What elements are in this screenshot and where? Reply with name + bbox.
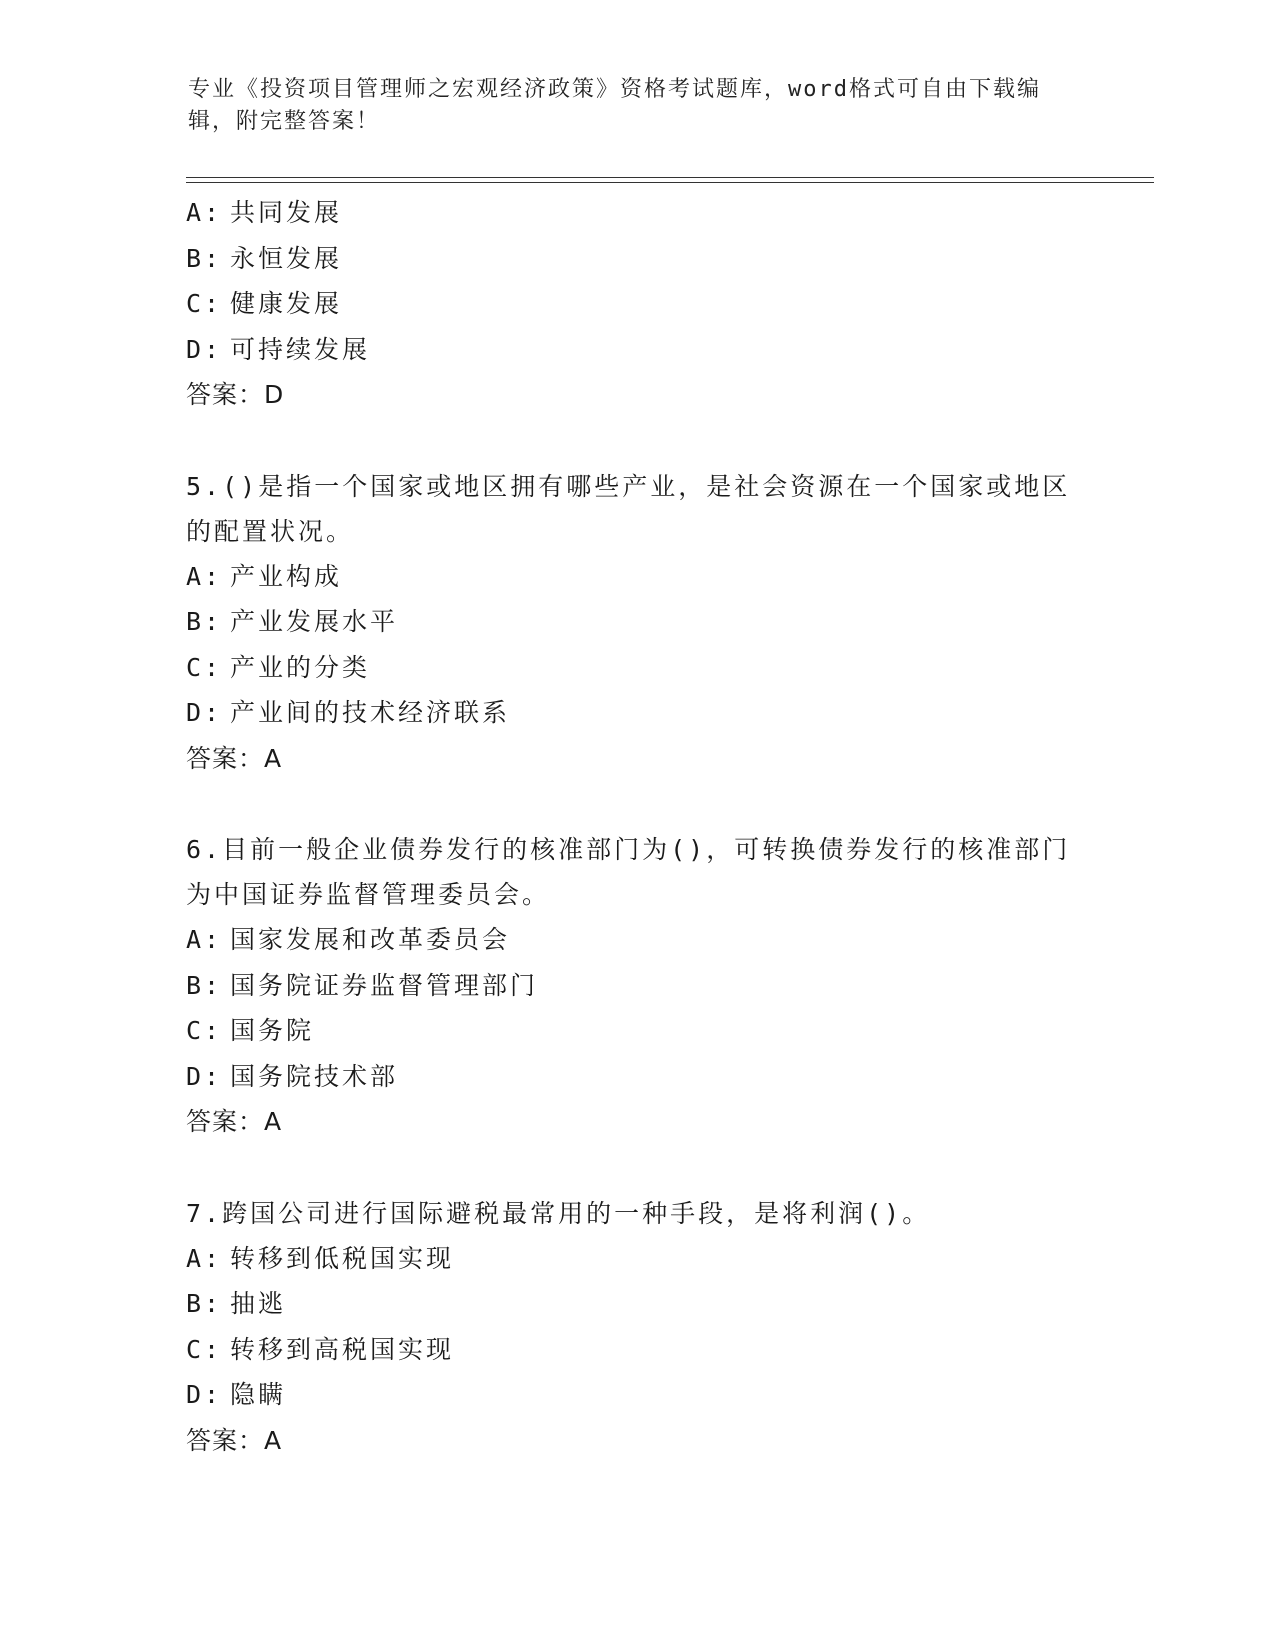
answer-line: 答案：A — [186, 1107, 283, 1136]
option-text: 产业发展水平 — [230, 607, 399, 636]
option-key: C: — [186, 652, 223, 682]
option-c — [186, 1327, 1086, 1373]
option-key: C: — [186, 1334, 223, 1364]
question-6 — [186, 827, 1086, 1145]
option-key: A: — [186, 198, 223, 227]
option-d — [186, 1372, 1086, 1418]
option-a — [186, 917, 1086, 963]
option-a — [186, 554, 1086, 600]
option-key: A: — [186, 1243, 223, 1273]
option-key: D: — [186, 334, 223, 364]
question-4 — [186, 190, 1086, 418]
spacer — [186, 1145, 1086, 1191]
option-text: 转移到低税国实现 — [230, 1243, 455, 1273]
option-text: 抽逃 — [230, 1289, 287, 1318]
question-stem: 7.跨国公司进行国际避税最常用的一种手段，是将利润()。 — [186, 1198, 931, 1228]
option-key: D: — [186, 698, 223, 727]
answer-line: 答案：D — [186, 380, 285, 409]
option-key: C: — [186, 1016, 223, 1045]
spacer — [186, 418, 1086, 464]
option-c — [186, 281, 1086, 327]
question-list — [186, 190, 1086, 1463]
option-text: 产业的分类 — [230, 652, 371, 682]
option-key: A: — [186, 925, 223, 954]
option-c — [186, 645, 1086, 691]
option-text: 转移到高税国实现 — [230, 1334, 455, 1364]
option-b — [186, 236, 1086, 282]
option-a — [186, 1236, 1086, 1282]
option-key: B: — [186, 243, 223, 273]
option-key: B: — [186, 1289, 223, 1318]
option-key: C: — [186, 289, 223, 318]
option-text: 永恒发展 — [230, 243, 343, 273]
option-key: B: — [186, 970, 223, 1000]
option-b — [186, 599, 1086, 645]
question-7 — [186, 1191, 1086, 1464]
option-b — [186, 1281, 1086, 1327]
answer-line: 答案：A — [186, 743, 283, 773]
document-header: 专业《投资项目管理师之宏观经济政策》资格考试题库，word格式可自由下载编辑，附完整答案！ — [188, 77, 1041, 134]
option-d — [186, 690, 1086, 736]
option-text: 国务院技术部 — [230, 1061, 399, 1091]
option-text: 健康发展 — [230, 289, 343, 318]
spacer — [186, 781, 1086, 827]
option-d — [186, 327, 1086, 373]
option-text: 产业构成 — [230, 561, 343, 591]
option-d — [186, 1054, 1086, 1100]
option-text: 产业间的技术经济联系 — [230, 698, 511, 727]
option-key: D: — [186, 1380, 223, 1409]
header-rule-top — [186, 177, 1154, 178]
option-text: 隐瞒 — [230, 1380, 287, 1409]
option-key: A: — [186, 561, 223, 591]
option-text: 国家发展和改革委员会 — [230, 925, 511, 954]
option-a — [186, 190, 1086, 236]
option-key: D: — [186, 1061, 223, 1091]
option-text: 国务院证券监督管理部门 — [230, 970, 539, 1000]
option-key: B: — [186, 607, 223, 636]
question-5 — [186, 464, 1086, 782]
question-stem: 6.目前一般企业债券发行的核准部门为()，可转换债券发行的核准部门为中国证券监督管理委员会。 — [186, 835, 1071, 909]
option-b — [186, 963, 1086, 1009]
answer-line: 答案：A — [186, 1425, 283, 1455]
option-text: 可持续发展 — [230, 334, 371, 364]
option-c — [186, 1008, 1086, 1054]
question-stem: 5.()是指一个国家或地区拥有哪些产业，是社会资源在一个国家或地区的配置状况。 — [186, 471, 1071, 546]
option-text: 共同发展 — [230, 198, 343, 227]
option-text: 国务院 — [230, 1016, 315, 1045]
header-rule-bottom — [186, 182, 1154, 183]
